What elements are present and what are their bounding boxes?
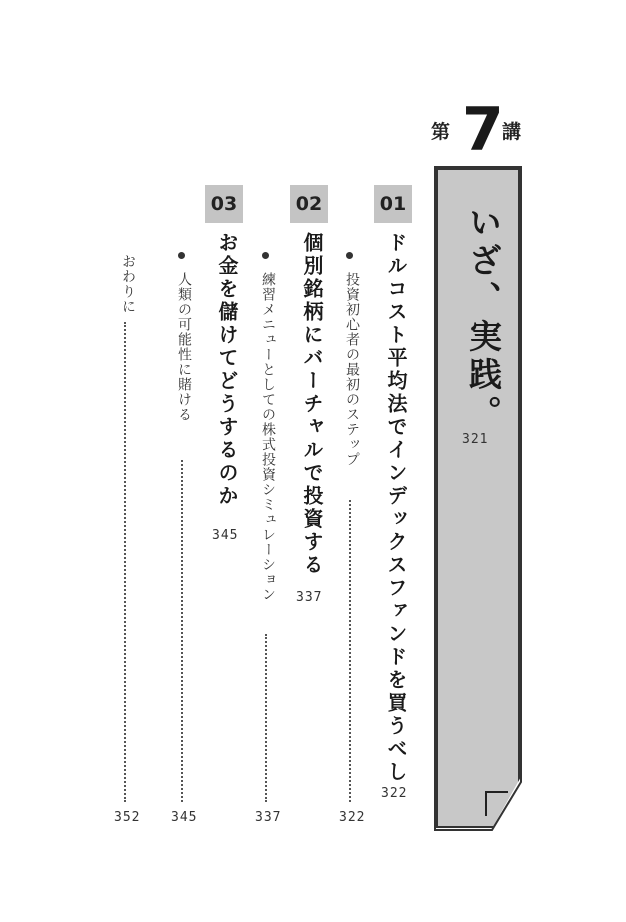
section-page-03: 345 <box>212 528 239 543</box>
section-item-01[interactable]: 投資初心者の最初のステップ <box>344 272 360 467</box>
bullet-icon <box>178 252 185 259</box>
chapter-title: いざ、実践。 <box>464 205 503 433</box>
chapter-page: 321 <box>462 432 489 447</box>
closing-page: 352 <box>114 810 141 825</box>
section-title-03[interactable]: お金を儲けてどうするのか <box>215 232 239 508</box>
section-badge-03: 03 <box>205 185 243 223</box>
section-title-01[interactable]: ドルコスト平均法でインデックスファンドを買うべし <box>384 232 408 784</box>
chapter-number: 7 <box>462 95 504 165</box>
page-corner-mark <box>486 792 508 816</box>
section-badge-01: 01 <box>374 185 412 223</box>
section-item-page-01: 322 <box>339 810 366 825</box>
section-item-page-02: 337 <box>255 810 282 825</box>
dot-leader-closing <box>124 322 126 802</box>
bullet-icon <box>346 252 353 259</box>
section-badge-02: 02 <box>290 185 328 223</box>
dot-leader-02 <box>265 634 267 802</box>
chapter-prefix: 第 <box>431 121 451 143</box>
chapter-suffix: 講 <box>502 121 522 143</box>
closing-label[interactable]: おわりに <box>120 254 136 314</box>
dot-leader-03 <box>181 460 183 802</box>
section-title-02[interactable]: 個別銘柄にバーチャルで投資する <box>300 232 324 577</box>
section-item-03[interactable]: 人類の可能性に賭ける <box>176 272 192 422</box>
section-page-02: 337 <box>296 590 323 605</box>
section-item-02[interactable]: 練習メニューとしての株式投資シミュレーション <box>260 272 276 602</box>
section-item-page-03: 345 <box>171 810 198 825</box>
dot-leader-01 <box>349 500 351 802</box>
bullet-icon <box>262 252 269 259</box>
section-page-01: 322 <box>381 786 408 801</box>
